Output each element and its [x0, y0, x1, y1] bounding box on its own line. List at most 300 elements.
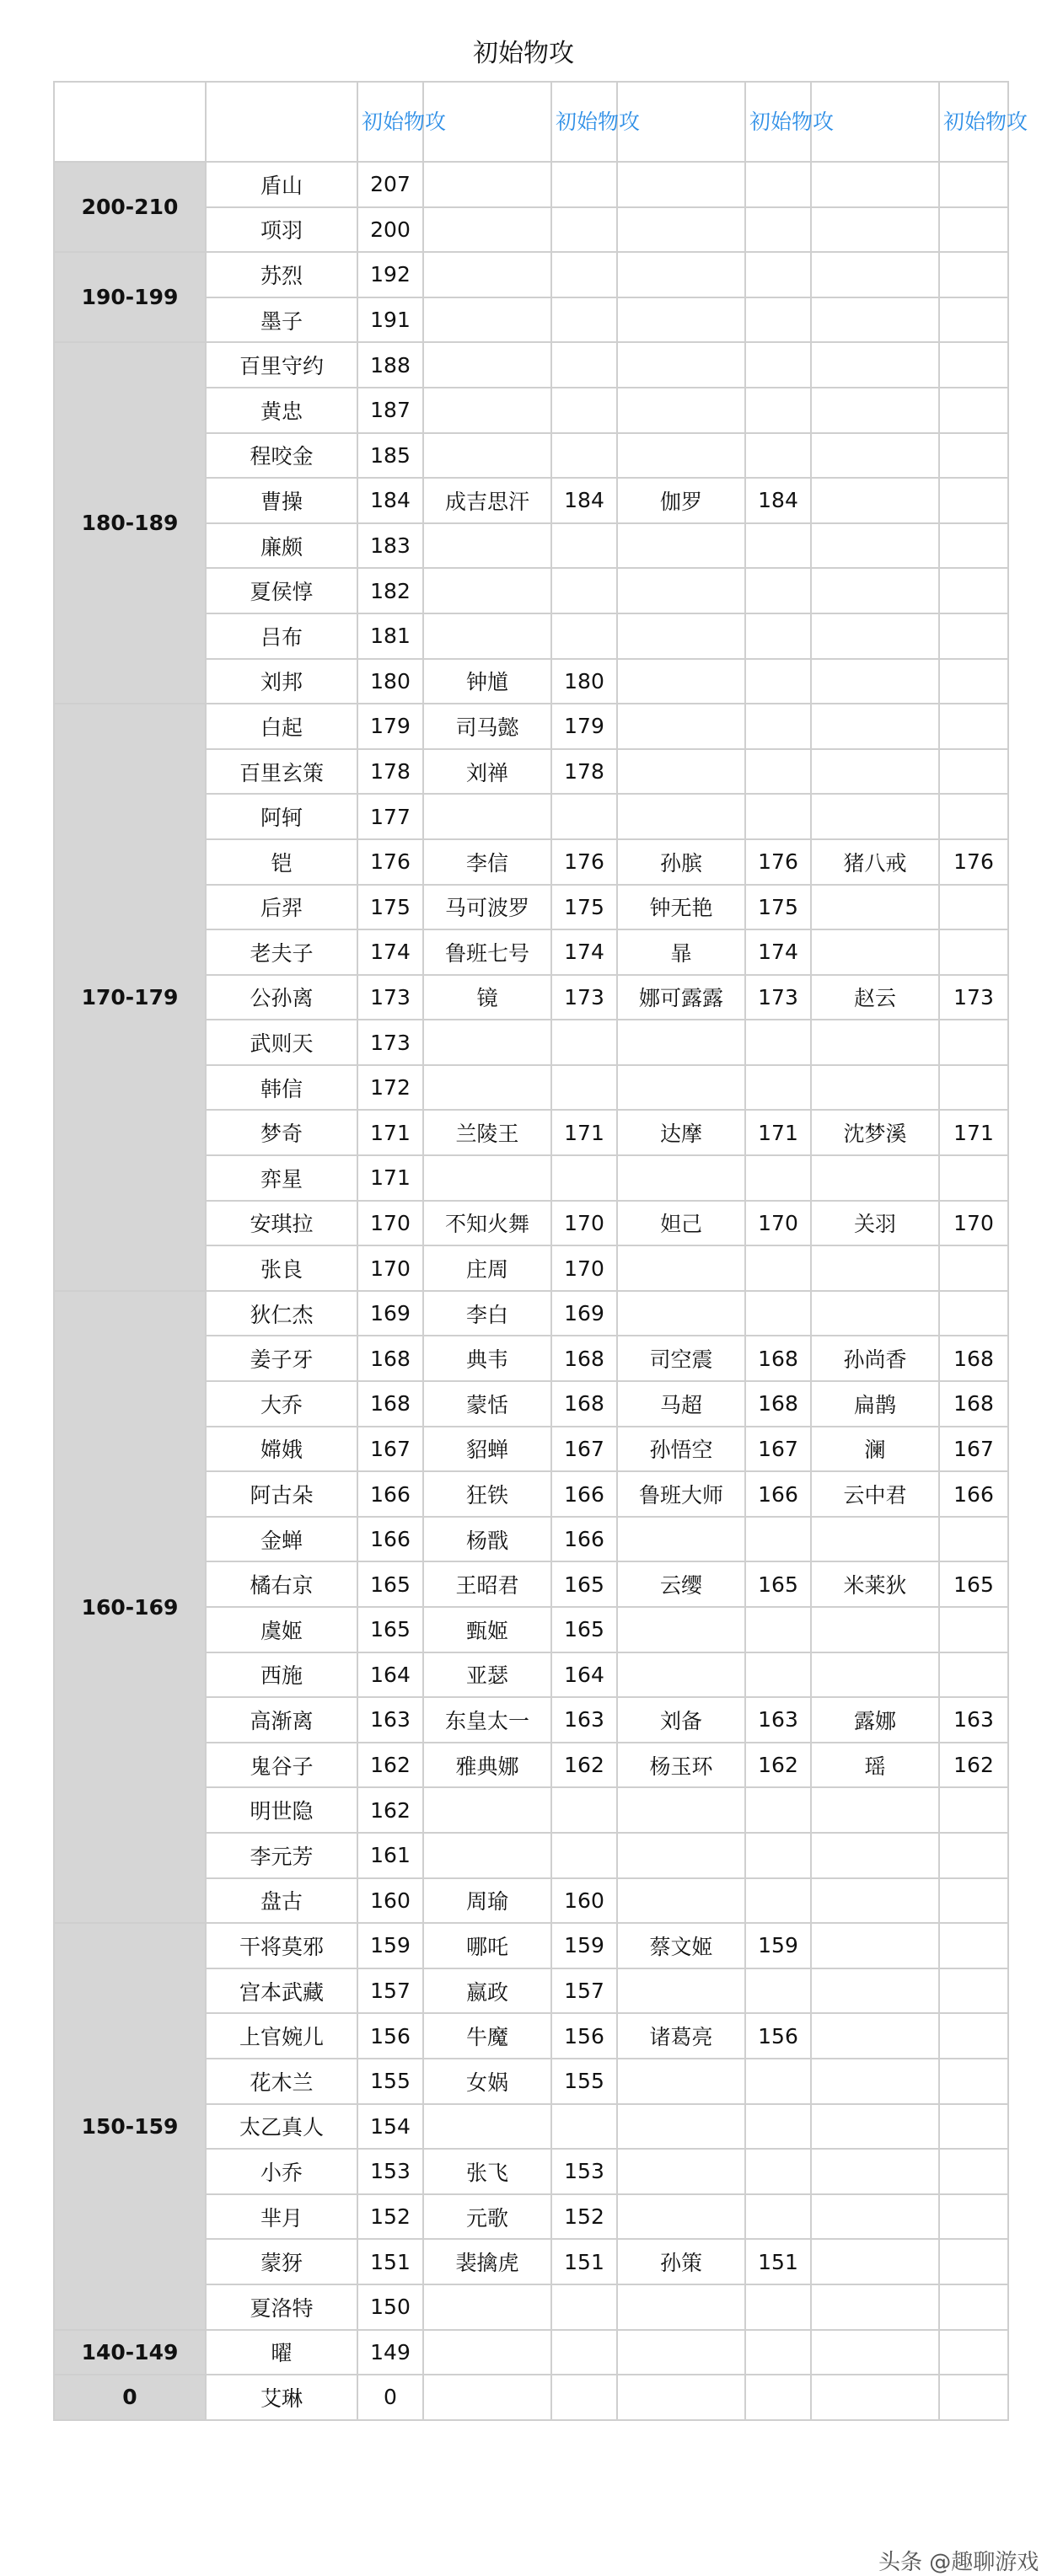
empty-cell	[939, 523, 1008, 569]
hero-name: 王昭君	[423, 1561, 551, 1607]
group-range-label: 0	[54, 2375, 206, 2420]
hero-attack-value: 181	[357, 613, 423, 659]
hero-name: 司马懿	[423, 704, 551, 749]
hero-name: 瑶	[811, 1743, 939, 1788]
empty-cell	[745, 523, 811, 569]
hero-name: 铠	[206, 839, 357, 885]
empty-cell	[939, 2284, 1008, 2330]
hero-attack-value: 171	[551, 1110, 617, 1155]
hero-name: 吕布	[206, 613, 357, 659]
empty-cell	[551, 1787, 617, 1833]
hero-attack-value: 173	[551, 975, 617, 1020]
empty-cell	[423, 568, 551, 613]
empty-cell	[617, 2104, 745, 2150]
empty-cell	[939, 929, 1008, 975]
empty-cell	[939, 2149, 1008, 2194]
table-row	[54, 2330, 1008, 2375]
hero-name: 后羿	[206, 885, 357, 930]
hero-attack-value: 163	[551, 1697, 617, 1743]
hero-attack-value: 163	[357, 1697, 423, 1743]
empty-cell	[617, 568, 745, 613]
empty-cell	[811, 1607, 939, 1652]
hero-attack-value: 164	[357, 1652, 423, 1698]
hero-attack-value: 160	[357, 1878, 423, 1924]
hero-attack-value: 168	[745, 1381, 811, 1427]
empty-cell	[939, 2013, 1008, 2059]
empty-cell	[551, 2330, 617, 2375]
empty-cell	[745, 1833, 811, 1878]
hero-name: 甄姬	[423, 1607, 551, 1652]
empty-cell	[939, 1155, 1008, 1201]
empty-cell	[939, 749, 1008, 795]
empty-cell	[811, 2330, 939, 2375]
empty-cell	[617, 704, 745, 749]
empty-cell	[811, 2104, 939, 2150]
hero-name: 关羽	[811, 1201, 939, 1246]
empty-cell	[939, 1020, 1008, 1065]
empty-cell	[617, 1968, 745, 2014]
empty-cell	[811, 613, 939, 659]
hero-attack-value: 168	[551, 1336, 617, 1381]
hero-name: 暃	[617, 929, 745, 975]
hero-attack-value: 200	[357, 207, 423, 253]
empty-cell	[617, 2149, 745, 2194]
empty-cell	[423, 1065, 551, 1111]
hero-attack-value: 184	[357, 478, 423, 523]
hero-attack-value: 171	[939, 1110, 1008, 1155]
hero-attack-value: 162	[745, 1743, 811, 1788]
header-attack-label: 初始物攻	[357, 82, 423, 162]
table-row	[54, 252, 1008, 297]
empty-cell	[939, 1787, 1008, 1833]
empty-cell	[617, 1155, 745, 1201]
empty-cell	[617, 1652, 745, 1698]
empty-cell	[745, 2330, 811, 2375]
hero-name: 蔡文姬	[617, 1923, 745, 1968]
hero-attack-value: 171	[357, 1110, 423, 1155]
empty-cell	[617, 1020, 745, 1065]
hero-name: 兰陵王	[423, 1110, 551, 1155]
hero-name: 成吉思汗	[423, 478, 551, 523]
hero-attack-value: 156	[745, 2013, 811, 2059]
hero-attack-value: 207	[357, 162, 423, 207]
empty-cell	[551, 252, 617, 297]
hero-name: 妲己	[617, 1201, 745, 1246]
hero-name: 武则天	[206, 1020, 357, 1065]
empty-cell	[811, 1065, 939, 1111]
empty-cell	[939, 1065, 1008, 1111]
hero-attack-value: 184	[551, 478, 617, 523]
hero-attack-value: 165	[357, 1607, 423, 1652]
empty-cell	[617, 1833, 745, 1878]
hero-attack-value: 166	[745, 1471, 811, 1517]
hero-attack-value: 156	[357, 2013, 423, 2059]
empty-cell	[551, 523, 617, 569]
hero-attack-value: 184	[745, 478, 811, 523]
hero-name: 白起	[206, 704, 357, 749]
hero-name: 孙膑	[617, 839, 745, 885]
empty-cell	[811, 1923, 939, 1968]
hero-attack-value: 173	[745, 975, 811, 1020]
hero-attack-value: 176	[357, 839, 423, 885]
hero-name: 杨玉环	[617, 1743, 745, 1788]
hero-attack-value: 157	[357, 1968, 423, 2014]
empty-cell	[745, 749, 811, 795]
empty-cell	[423, 2284, 551, 2330]
empty-cell	[745, 1245, 811, 1291]
empty-cell	[939, 1878, 1008, 1924]
hero-attack-value: 163	[939, 1697, 1008, 1743]
hero-name: 上官婉儿	[206, 2013, 357, 2059]
empty-cell	[551, 613, 617, 659]
hero-attack-value: 174	[745, 929, 811, 975]
empty-cell	[811, 207, 939, 253]
empty-cell	[617, 659, 745, 704]
hero-name: 项羽	[206, 207, 357, 253]
empty-cell	[811, 885, 939, 930]
empty-cell	[423, 1020, 551, 1065]
empty-cell	[551, 342, 617, 388]
hero-name: 张飞	[423, 2149, 551, 2194]
header-attack-label: 初始物攻	[551, 82, 617, 162]
group-range-label: 200-210	[54, 162, 206, 252]
hero-attack-value: 157	[551, 1968, 617, 2014]
hero-attack-value: 173	[939, 975, 1008, 1020]
hero-name: 程咬金	[206, 433, 357, 479]
empty-cell	[745, 388, 811, 433]
empty-cell	[617, 252, 745, 297]
empty-cell	[617, 1607, 745, 1652]
table-row	[54, 1291, 1008, 1336]
hero-attack-value: 155	[357, 2059, 423, 2104]
empty-cell	[811, 478, 939, 523]
empty-cell	[939, 1833, 1008, 1878]
hero-attack-value: 156	[551, 2013, 617, 2059]
empty-cell	[811, 1968, 939, 2014]
empty-cell	[423, 2375, 551, 2420]
hero-name: 雅典娜	[423, 1743, 551, 1788]
hero-attack-value: 159	[357, 1923, 423, 1968]
empty-cell	[745, 704, 811, 749]
empty-cell	[551, 1065, 617, 1111]
empty-cell	[423, 433, 551, 479]
empty-cell	[811, 523, 939, 569]
hero-attack-value: 168	[939, 1336, 1008, 1381]
hero-name: 廉颇	[206, 523, 357, 569]
hero-attack-value: 188	[357, 342, 423, 388]
hero-name: 金蝉	[206, 1517, 357, 1562]
empty-cell	[811, 929, 939, 975]
hero-attack-value: 166	[939, 1471, 1008, 1517]
empty-cell	[617, 388, 745, 433]
hero-name: 夏洛特	[206, 2284, 357, 2330]
hero-name: 马超	[617, 1381, 745, 1427]
empty-cell	[745, 1968, 811, 2014]
empty-cell	[423, 252, 551, 297]
hero-name: 刘备	[617, 1697, 745, 1743]
empty-cell	[423, 2330, 551, 2375]
hero-name: 曹操	[206, 478, 357, 523]
empty-cell	[811, 342, 939, 388]
empty-cell	[745, 2375, 811, 2420]
hero-name: 虞姬	[206, 1607, 357, 1652]
empty-cell	[939, 2239, 1008, 2284]
empty-cell	[939, 1607, 1008, 1652]
hero-name: 曜	[206, 2330, 357, 2375]
empty-cell	[939, 297, 1008, 343]
hero-name: 韩信	[206, 1065, 357, 1111]
empty-cell	[811, 1020, 939, 1065]
empty-cell	[939, 659, 1008, 704]
hero-name: 哪吒	[423, 1923, 551, 1968]
hero-name: 鲁班大师	[617, 1471, 745, 1517]
hero-name: 大乔	[206, 1381, 357, 1427]
empty-cell	[423, 207, 551, 253]
empty-cell	[811, 2375, 939, 2420]
hero-attack-value: 149	[357, 2330, 423, 2375]
hero-attack-value: 151	[745, 2239, 811, 2284]
hero-name: 张良	[206, 1245, 357, 1291]
empty-cell	[423, 388, 551, 433]
empty-cell	[939, 2059, 1008, 2104]
hero-attack-value: 163	[745, 1697, 811, 1743]
empty-cell	[939, 1652, 1008, 1698]
hero-attack-value: 165	[939, 1561, 1008, 1607]
empty-cell	[423, 1833, 551, 1878]
hero-name: 太乙真人	[206, 2104, 357, 2150]
empty-cell	[617, 1517, 745, 1562]
hero-name: 周瑜	[423, 1878, 551, 1924]
hero-attack-value: 176	[745, 839, 811, 885]
hero-attack-value: 171	[745, 1110, 811, 1155]
hero-name: 钟无艳	[617, 885, 745, 930]
table-title: 初始物攻	[473, 39, 574, 68]
empty-cell	[423, 523, 551, 569]
hero-attack-value: 162	[551, 1743, 617, 1788]
hero-attack-value: 151	[357, 2239, 423, 2284]
empty-cell	[939, 794, 1008, 839]
hero-attack-value: 166	[357, 1471, 423, 1517]
empty-cell	[423, 2104, 551, 2150]
hero-name: 刘禅	[423, 749, 551, 795]
empty-cell	[811, 297, 939, 343]
hero-name: 女娲	[423, 2059, 551, 2104]
hero-attack-value: 165	[551, 1561, 617, 1607]
empty-cell	[617, 1787, 745, 1833]
empty-cell	[939, 1245, 1008, 1291]
empty-cell	[939, 2375, 1008, 2420]
empty-cell	[939, 1923, 1008, 1968]
hero-name: 宫本武藏	[206, 1968, 357, 2014]
empty-cell	[617, 749, 745, 795]
hero-attack-value: 175	[357, 885, 423, 930]
hero-attack-value: 150	[357, 2284, 423, 2330]
hero-name: 艾琳	[206, 2375, 357, 2420]
hero-name: 云中君	[811, 1471, 939, 1517]
hero-attack-value: 166	[551, 1517, 617, 1562]
hero-attack-value: 151	[551, 2239, 617, 2284]
header-row	[54, 82, 1008, 162]
empty-cell	[551, 207, 617, 253]
empty-cell	[939, 613, 1008, 659]
empty-cell	[423, 297, 551, 343]
empty-cell	[811, 2284, 939, 2330]
empty-cell	[551, 568, 617, 613]
empty-cell	[745, 1607, 811, 1652]
empty-cell	[745, 342, 811, 388]
hero-attack-value: 152	[357, 2194, 423, 2240]
hero-attack-value: 187	[357, 388, 423, 433]
empty-cell	[551, 297, 617, 343]
empty-cell	[811, 2239, 939, 2284]
empty-cell	[745, 162, 811, 207]
empty-cell	[939, 2194, 1008, 2240]
empty-cell	[745, 1155, 811, 1201]
empty-cell	[939, 2104, 1008, 2150]
empty-cell	[811, 2194, 939, 2240]
hero-attack-value: 167	[357, 1427, 423, 1472]
empty-cell	[811, 749, 939, 795]
hero-name: 赵云	[811, 975, 939, 1020]
hero-attack-value: 173	[357, 975, 423, 1020]
hero-name: 百里守约	[206, 342, 357, 388]
table-row	[54, 1923, 1008, 1968]
hero-attack-value: 165	[551, 1607, 617, 1652]
empty-cell	[423, 613, 551, 659]
hero-attack-value: 153	[357, 2149, 423, 2194]
empty-cell	[745, 2059, 811, 2104]
hero-attack-value: 166	[357, 1517, 423, 1562]
hero-attack-value: 191	[357, 297, 423, 343]
empty-cell	[811, 1155, 939, 1201]
empty-cell	[745, 207, 811, 253]
empty-cell	[811, 659, 939, 704]
empty-cell	[423, 1155, 551, 1201]
hero-name: 蒙犽	[206, 2239, 357, 2284]
hero-attack-value: 162	[357, 1787, 423, 1833]
empty-cell	[745, 297, 811, 343]
hero-attack-value: 175	[745, 885, 811, 930]
hero-name: 诸葛亮	[617, 2013, 745, 2059]
empty-cell	[617, 2059, 745, 2104]
empty-cell	[551, 1020, 617, 1065]
hero-attack-value: 183	[357, 523, 423, 569]
empty-cell	[745, 433, 811, 479]
hero-name: 小乔	[206, 2149, 357, 2194]
hero-attack-value: 161	[357, 1833, 423, 1878]
empty-cell	[811, 794, 939, 839]
hero-name: 不知火舞	[423, 1201, 551, 1246]
empty-cell	[811, 704, 939, 749]
hero-name: 姜子牙	[206, 1336, 357, 1381]
hero-name: 达摩	[617, 1110, 745, 1155]
hero-attack-value: 170	[551, 1245, 617, 1291]
empty-cell	[423, 162, 551, 207]
group-range-label: 190-199	[54, 252, 206, 342]
empty-cell	[617, 2330, 745, 2375]
hero-attack-value: 164	[551, 1652, 617, 1698]
hero-name: 镜	[423, 975, 551, 1020]
empty-cell	[617, 2375, 745, 2420]
group-range-label: 170-179	[54, 704, 206, 1291]
group-range-label: 150-159	[54, 1923, 206, 2329]
hero-name: 黄忠	[206, 388, 357, 433]
hero-name: 梦奇	[206, 1110, 357, 1155]
hero-attack-value: 165	[745, 1561, 811, 1607]
hero-name: 刘邦	[206, 659, 357, 704]
hero-attack-value: 168	[357, 1381, 423, 1427]
hero-attack-value: 165	[357, 1561, 423, 1607]
hero-name: 阿古朵	[206, 1471, 357, 1517]
empty-cell	[811, 1517, 939, 1562]
empty-cell	[617, 613, 745, 659]
table-row	[54, 342, 1008, 388]
empty-cell	[939, 388, 1008, 433]
empty-cell	[811, 1833, 939, 1878]
empty-cell	[811, 568, 939, 613]
empty-cell	[551, 2375, 617, 2420]
empty-cell	[811, 252, 939, 297]
hero-attack-value: 170	[551, 1201, 617, 1246]
hero-attack-value: 180	[551, 659, 617, 704]
empty-cell	[617, 2194, 745, 2240]
hero-name: 孙尚香	[811, 1336, 939, 1381]
hero-attack-value: 167	[551, 1427, 617, 1472]
hero-attack-value: 185	[357, 433, 423, 479]
empty-cell	[745, 252, 811, 297]
hero-attack-value: 174	[551, 929, 617, 975]
empty-cell	[745, 2284, 811, 2330]
table-row	[54, 162, 1008, 207]
hero-name: 盘古	[206, 1878, 357, 1924]
hero-name: 墨子	[206, 297, 357, 343]
empty-cell	[811, 2149, 939, 2194]
hero-name: 鬼谷子	[206, 1743, 357, 1788]
empty-cell	[745, 568, 811, 613]
hero-attack-value: 168	[745, 1336, 811, 1381]
hero-name: 米莱狄	[811, 1561, 939, 1607]
hero-attack-value: 170	[939, 1201, 1008, 1246]
hero-name: 貂蝉	[423, 1427, 551, 1472]
group-range-label: 140-149	[54, 2330, 206, 2375]
hero-name: 阿轲	[206, 794, 357, 839]
hero-name: 娜可露露	[617, 975, 745, 1020]
watermark: 头条 @趣聊游戏	[878, 2545, 1039, 2576]
empty-cell	[811, 1878, 939, 1924]
empty-cell	[745, 1020, 811, 1065]
hero-attack-value: 168	[551, 1381, 617, 1427]
hero-attack-value: 154	[357, 2104, 423, 2150]
empty-cell	[939, 885, 1008, 930]
hero-name: 橘右京	[206, 1561, 357, 1607]
attack-table	[53, 81, 1028, 2421]
group-range-label: 160-169	[54, 1291, 206, 1923]
hero-name: 孙策	[617, 2239, 745, 2284]
empty-cell	[811, 1245, 939, 1291]
empty-cell	[939, 1517, 1008, 1562]
empty-cell	[939, 342, 1008, 388]
empty-cell	[811, 1787, 939, 1833]
empty-cell	[811, 162, 939, 207]
hero-name: 盾山	[206, 162, 357, 207]
empty-cell	[745, 1652, 811, 1698]
empty-cell	[423, 1787, 551, 1833]
hero-name: 庄周	[423, 1245, 551, 1291]
hero-name: 夏侯惇	[206, 568, 357, 613]
hero-name: 澜	[811, 1427, 939, 1472]
hero-name: 马可波罗	[423, 885, 551, 930]
empty-cell	[551, 2104, 617, 2150]
